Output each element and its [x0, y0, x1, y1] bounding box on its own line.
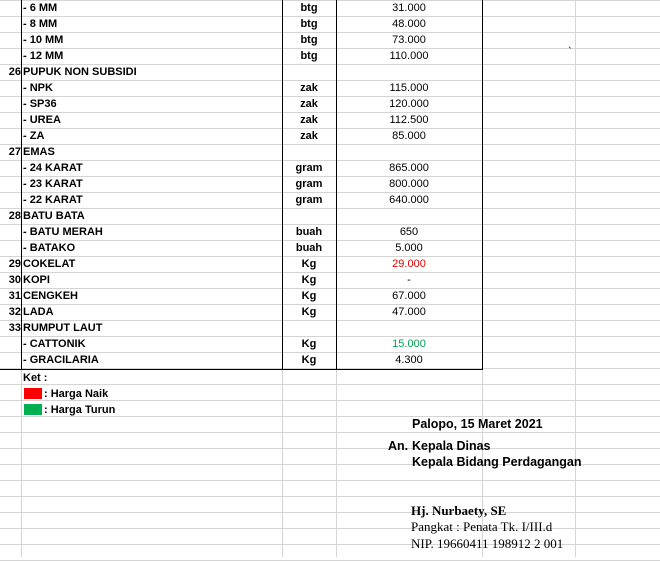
- row-number[interactable]: 28: [8, 210, 21, 222]
- row-number[interactable]: [0, 48, 21, 64]
- grid-row-line: [0, 480, 660, 481]
- price-cell[interactable]: [336, 144, 482, 160]
- unit-cell[interactable]: Kg: [301, 274, 317, 286]
- row-number[interactable]: [0, 112, 21, 128]
- table-border: [0, 369, 483, 370]
- price-cell[interactable]: 115.000: [389, 82, 429, 94]
- row-number[interactable]: 27: [8, 146, 21, 158]
- item-name[interactable]: - 8 MM: [23, 18, 58, 30]
- price-cell[interactable]: 67.000: [392, 290, 426, 302]
- item-name[interactable]: EMAS: [23, 146, 55, 158]
- price-cell[interactable]: 640.000: [389, 194, 429, 206]
- legend-swatch-up: [24, 388, 42, 399]
- price-cell[interactable]: 4.300: [395, 354, 423, 366]
- item-name[interactable]: - CATTONIK: [23, 338, 86, 350]
- signature-place-date: Palopo, 15 Maret 2021: [412, 417, 543, 431]
- row-number[interactable]: 33: [8, 322, 21, 334]
- price-cell[interactable]: 650: [399, 226, 419, 238]
- unit-cell[interactable]: btg: [300, 50, 318, 62]
- unit-cell[interactable]: buah: [295, 226, 323, 238]
- row-number[interactable]: [0, 176, 21, 192]
- legend-label-down: : Harga Turun: [44, 404, 116, 416]
- price-cell[interactable]: 73.000: [392, 34, 426, 46]
- row-number[interactable]: [0, 16, 21, 32]
- item-name[interactable]: LADA: [23, 306, 54, 318]
- row-number[interactable]: 32: [8, 306, 21, 318]
- unit-cell[interactable]: gram: [295, 178, 323, 190]
- item-name[interactable]: - ZA: [23, 130, 45, 142]
- legend-label-up: : Harga Naik: [44, 388, 109, 400]
- item-name[interactable]: KOPI: [23, 274, 50, 286]
- row-number[interactable]: [0, 336, 21, 352]
- table-border: [482, 0, 483, 369]
- row-number[interactable]: 31: [8, 290, 21, 302]
- unit-cell[interactable]: Kg: [301, 354, 317, 366]
- item-name[interactable]: - 24 KARAT: [23, 162, 83, 174]
- table-border: [21, 0, 22, 369]
- unit-cell[interactable]: btg: [300, 2, 318, 14]
- grid-col-line: [575, 0, 576, 557]
- row-number[interactable]: [0, 224, 21, 240]
- item-name[interactable]: - 12 MM: [23, 50, 64, 62]
- signature-division: Kepala Bidang Perdagangan: [412, 455, 582, 469]
- signature-nip: NIP. 19660411 198912 2 001: [411, 536, 564, 551]
- row-number[interactable]: [0, 192, 21, 208]
- price-cell[interactable]: 112.500: [389, 114, 429, 126]
- grid-row-line: [0, 528, 660, 529]
- legend-title: Ket :: [23, 372, 48, 384]
- item-name[interactable]: COKELAT: [23, 258, 76, 270]
- unit-cell[interactable]: [282, 208, 336, 224]
- price-cell[interactable]: [336, 64, 482, 80]
- item-name[interactable]: - BATAKO: [23, 242, 76, 254]
- item-name[interactable]: BATU BATA: [23, 210, 85, 222]
- price-cell[interactable]: [336, 320, 482, 336]
- stray-mark: `: [568, 46, 572, 58]
- row-number[interactable]: [0, 96, 21, 112]
- price-cell[interactable]: 29.000: [392, 258, 426, 270]
- grid-row-line: [0, 432, 660, 433]
- unit-cell[interactable]: gram: [295, 194, 323, 206]
- item-name[interactable]: - 23 KARAT: [23, 178, 83, 190]
- price-cell[interactable]: 5.000: [395, 242, 423, 254]
- row-number[interactable]: [0, 240, 21, 256]
- item-name[interactable]: PUPUK NON SUBSIDI: [23, 66, 137, 78]
- price-cell[interactable]: 31.000: [392, 2, 426, 14]
- price-cell[interactable]: 865.000: [389, 162, 429, 174]
- price-cell[interactable]: [336, 208, 482, 224]
- grid-row-line: [0, 512, 660, 513]
- unit-cell[interactable]: [282, 64, 336, 80]
- signature-an: An.: [388, 439, 409, 453]
- item-name[interactable]: - SP36: [23, 98, 57, 110]
- unit-cell[interactable]: zak: [300, 98, 318, 110]
- item-name[interactable]: - 22 KARAT: [23, 194, 83, 206]
- price-cell[interactable]: -: [407, 274, 411, 286]
- price-cell[interactable]: 110.000: [389, 50, 429, 62]
- price-cell[interactable]: 48.000: [392, 18, 426, 30]
- row-number[interactable]: [0, 0, 21, 16]
- legend-swatch-down: [24, 404, 42, 415]
- price-cell[interactable]: 800.000: [389, 178, 429, 190]
- signature-office: Kepala Dinas: [412, 439, 491, 453]
- unit-cell[interactable]: gram: [295, 162, 323, 174]
- signature-name: Hj. Nurbaety, SE: [411, 503, 507, 518]
- price-cell[interactable]: 15.000: [392, 338, 426, 350]
- item-name[interactable]: - 10 MM: [23, 34, 64, 46]
- signature-rank: Pangkat : Penata Tk. I/III.d: [411, 519, 553, 534]
- item-name[interactable]: RUMPUT LAUT: [23, 322, 103, 334]
- row-number[interactable]: [0, 32, 21, 48]
- row-number[interactable]: 26: [8, 66, 21, 78]
- row-number[interactable]: [0, 128, 21, 144]
- unit-cell[interactable]: zak: [300, 114, 318, 126]
- unit-cell[interactable]: Kg: [301, 306, 317, 318]
- price-cell[interactable]: 120.000: [389, 98, 429, 110]
- unit-cell[interactable]: btg: [300, 34, 318, 46]
- item-name[interactable]: CENGKEH: [23, 290, 79, 302]
- item-name[interactable]: - NPK: [23, 82, 53, 94]
- grid-row-line: [0, 496, 660, 497]
- item-name[interactable]: - UREA: [23, 114, 61, 126]
- unit-cell[interactable]: Kg: [301, 258, 317, 270]
- grid-row-line: [0, 448, 660, 449]
- unit-cell[interactable]: zak: [300, 130, 318, 142]
- unit-cell[interactable]: Kg: [301, 290, 317, 302]
- unit-cell[interactable]: Kg: [301, 338, 317, 350]
- grid-row-line: [0, 384, 660, 385]
- unit-cell[interactable]: [282, 144, 336, 160]
- row-number[interactable]: [0, 352, 21, 368]
- item-name[interactable]: - BATU MERAH: [23, 226, 103, 238]
- row-number[interactable]: 30: [8, 274, 21, 286]
- unit-cell[interactable]: [282, 320, 336, 336]
- row-number[interactable]: 29: [8, 258, 21, 270]
- price-cell[interactable]: 85.000: [392, 130, 426, 142]
- item-name[interactable]: - GRACILARIA: [23, 354, 99, 366]
- unit-cell[interactable]: btg: [300, 18, 318, 30]
- row-number[interactable]: [0, 160, 21, 176]
- row-number[interactable]: [0, 80, 21, 96]
- unit-cell[interactable]: buah: [295, 242, 323, 254]
- unit-cell[interactable]: zak: [300, 82, 318, 94]
- price-cell[interactable]: 47.000: [392, 306, 426, 318]
- item-name[interactable]: - 6 MM: [23, 2, 58, 14]
